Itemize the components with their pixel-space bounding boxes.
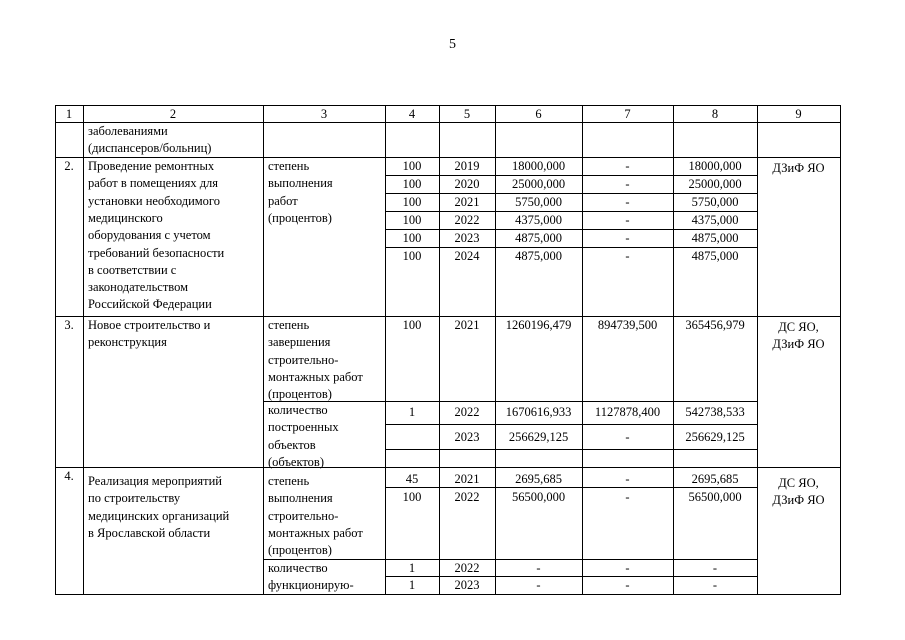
row-name-line: Российской Федерации bbox=[88, 297, 212, 312]
indicator-line: выполнения bbox=[268, 491, 333, 506]
regional-cell: 4875,000 bbox=[691, 249, 739, 263]
total-cell: 256629,125 bbox=[508, 430, 569, 444]
value-cell: 1 bbox=[408, 561, 416, 575]
row-border-bottom bbox=[55, 594, 841, 595]
federal-cell: - bbox=[625, 231, 630, 245]
indicator-line: количество bbox=[268, 403, 328, 417]
header-cell: 9 bbox=[795, 107, 802, 121]
year-cell: 2020 bbox=[454, 177, 480, 191]
row-name-line: установки необходимого bbox=[88, 193, 221, 208]
regional-cell: 18000,000 bbox=[688, 159, 742, 173]
federal-cell: - bbox=[625, 578, 630, 592]
year-cell: 2022 bbox=[454, 561, 480, 575]
sub-border bbox=[385, 449, 758, 450]
value-cell: 100 bbox=[402, 177, 422, 191]
year-cell: 2023 bbox=[454, 578, 480, 592]
year-cell: 2021 bbox=[454, 472, 480, 486]
indicator-line: работ bbox=[268, 193, 298, 208]
program-table bbox=[55, 105, 841, 595]
row-name-line: по строительству bbox=[88, 491, 181, 506]
value-cell: 1 bbox=[408, 578, 416, 592]
year-cell: 2024 bbox=[454, 249, 480, 263]
regional-cell: 4875,000 bbox=[691, 231, 739, 245]
indicator-line: степень bbox=[268, 318, 310, 332]
indicator-line: (процентов) bbox=[268, 210, 332, 225]
total-cell: 1670616,933 bbox=[505, 405, 572, 419]
federal-cell: - bbox=[625, 430, 630, 444]
row-name-line: медицинского bbox=[88, 210, 163, 225]
row-number: 2. bbox=[64, 159, 74, 173]
indicator-line: степень bbox=[268, 474, 310, 488]
row-name-line: в Ярославской области bbox=[88, 525, 211, 540]
value-cell: 100 bbox=[402, 318, 422, 332]
total-cell: - bbox=[536, 578, 541, 592]
regional-cell: - bbox=[712, 561, 718, 575]
row-name-line: медицинских организаций bbox=[88, 508, 230, 523]
sub-border bbox=[385, 424, 758, 425]
regional-cell: 56500,000 bbox=[688, 490, 742, 504]
row-name-line: законодательством bbox=[88, 280, 189, 295]
row-number: 3. bbox=[64, 318, 74, 332]
indicator-line: завершения bbox=[268, 335, 331, 350]
federal-cell: 1127878,400 bbox=[594, 405, 661, 419]
regional-cell: 256629,125 bbox=[685, 430, 745, 444]
header-cell: 6 bbox=[535, 107, 542, 121]
year-cell: 2023 bbox=[454, 430, 480, 444]
sub-border bbox=[263, 401, 758, 402]
header-cell: 8 bbox=[711, 107, 719, 121]
row-border-header bbox=[55, 122, 841, 123]
col-border-9 bbox=[840, 105, 841, 595]
executor-line: ДЗиФ ЯО bbox=[772, 161, 825, 175]
header-cell: 7 bbox=[624, 107, 631, 121]
year-cell: 2023 bbox=[454, 231, 480, 245]
regional-cell: 25000,000 bbox=[688, 177, 742, 191]
header-cell: 4 bbox=[408, 107, 416, 121]
col-border-1 bbox=[83, 105, 84, 595]
regional-cell: 542738,533 bbox=[685, 405, 745, 419]
header-cell: 1 bbox=[65, 107, 73, 121]
federal-cell: - bbox=[625, 213, 630, 227]
federal-cell: - bbox=[625, 159, 630, 173]
regional-cell: 365456,979 bbox=[685, 318, 745, 332]
year-cell: 2022 bbox=[454, 490, 480, 504]
header-cell: 5 bbox=[463, 107, 471, 121]
indicator-line: строительно- bbox=[268, 508, 339, 523]
indicator-line: (процентов) bbox=[268, 543, 332, 558]
total-cell: 18000,000 bbox=[511, 159, 566, 173]
regional-cell: 5750,000 bbox=[691, 195, 739, 209]
col-border-2 bbox=[263, 105, 264, 595]
federal-cell: - bbox=[625, 177, 630, 191]
row-number: 4. bbox=[64, 469, 74, 483]
total-cell: 4875,000 bbox=[515, 249, 562, 263]
cont-name-line: (диспансеров/больниц) bbox=[88, 141, 212, 155]
value-cell: 100 bbox=[402, 249, 422, 263]
federal-cell: - bbox=[625, 561, 630, 575]
header-cell: 3 bbox=[320, 107, 328, 121]
value-cell: 100 bbox=[402, 213, 422, 227]
sub-border bbox=[385, 487, 758, 488]
indicator-line: функционирую- bbox=[268, 578, 354, 593]
federal-cell: - bbox=[625, 195, 630, 209]
total-cell: 2695,685 bbox=[515, 472, 562, 486]
executor-line: ДЗиФ ЯО bbox=[772, 493, 825, 507]
row-name-line: Новое строительство и bbox=[88, 318, 211, 332]
total-cell: 25000,000 bbox=[511, 177, 566, 191]
regional-cell: - bbox=[712, 578, 718, 592]
executor-line: ДС ЯО, bbox=[778, 476, 819, 490]
row-name-line: работ в помещениях для bbox=[88, 176, 219, 191]
col-border-0 bbox=[55, 105, 56, 595]
indicator-line: объектов bbox=[268, 437, 316, 452]
indicator-line: монтажных работ bbox=[268, 525, 363, 540]
indicator-line: построенных bbox=[268, 420, 339, 435]
indicator-line: количество bbox=[268, 561, 328, 575]
total-cell: 4875,000 bbox=[515, 231, 562, 245]
value-cell: 1 bbox=[408, 405, 416, 419]
federal-cell: - bbox=[625, 490, 630, 504]
total-cell: 5750,000 bbox=[515, 195, 562, 209]
indicator-line: монтажных работ bbox=[268, 369, 363, 384]
indicator-line: степень bbox=[268, 159, 310, 173]
executor-line: ДС ЯО, bbox=[778, 320, 819, 334]
row-border-3 bbox=[55, 467, 841, 468]
total-cell: 1260196,479 bbox=[505, 318, 572, 332]
value-cell: 100 bbox=[402, 231, 422, 245]
federal-cell: - bbox=[625, 472, 630, 486]
year-cell: 2021 bbox=[454, 195, 480, 209]
federal-cell: 894739,500 bbox=[597, 318, 658, 332]
year-cell: 2022 bbox=[454, 405, 480, 419]
row-name-line: Реализация мероприятий bbox=[88, 474, 222, 488]
row-name-line: оборудования с учетом bbox=[88, 228, 211, 243]
indicator-line: строительно- bbox=[268, 352, 339, 367]
indicator-line: (объектов) bbox=[268, 454, 324, 469]
indicator-line: выполнения bbox=[268, 176, 333, 191]
value-cell: 100 bbox=[402, 159, 422, 173]
row-name-line: реконструкция bbox=[88, 335, 167, 350]
total-cell: 56500,000 bbox=[511, 490, 566, 504]
page-number: 5 bbox=[449, 37, 456, 52]
value-cell: 45 bbox=[405, 472, 419, 486]
total-cell: 4375,000 bbox=[515, 213, 562, 227]
row-name-line: в соответствии с bbox=[88, 262, 177, 277]
year-cell: 2021 bbox=[454, 318, 480, 332]
executor-line: ДЗиФ ЯО bbox=[772, 337, 825, 351]
value-cell: 100 bbox=[402, 490, 422, 504]
regional-cell: 2695,685 bbox=[691, 472, 739, 486]
indicator-line: (процентов) bbox=[268, 387, 332, 402]
year-cell: 2019 bbox=[454, 159, 480, 173]
federal-cell: - bbox=[625, 249, 630, 263]
regional-cell: 4375,000 bbox=[691, 213, 739, 227]
year-cell: 2022 bbox=[454, 213, 480, 227]
total-cell: - bbox=[536, 561, 541, 575]
cont-name-line: заболеваниями bbox=[88, 124, 168, 138]
row-name-line: требований безопасности bbox=[88, 245, 225, 260]
value-cell: 100 bbox=[402, 195, 422, 209]
header-cell: 2 bbox=[169, 107, 177, 121]
row-name-line: Проведение ремонтных bbox=[88, 159, 215, 173]
